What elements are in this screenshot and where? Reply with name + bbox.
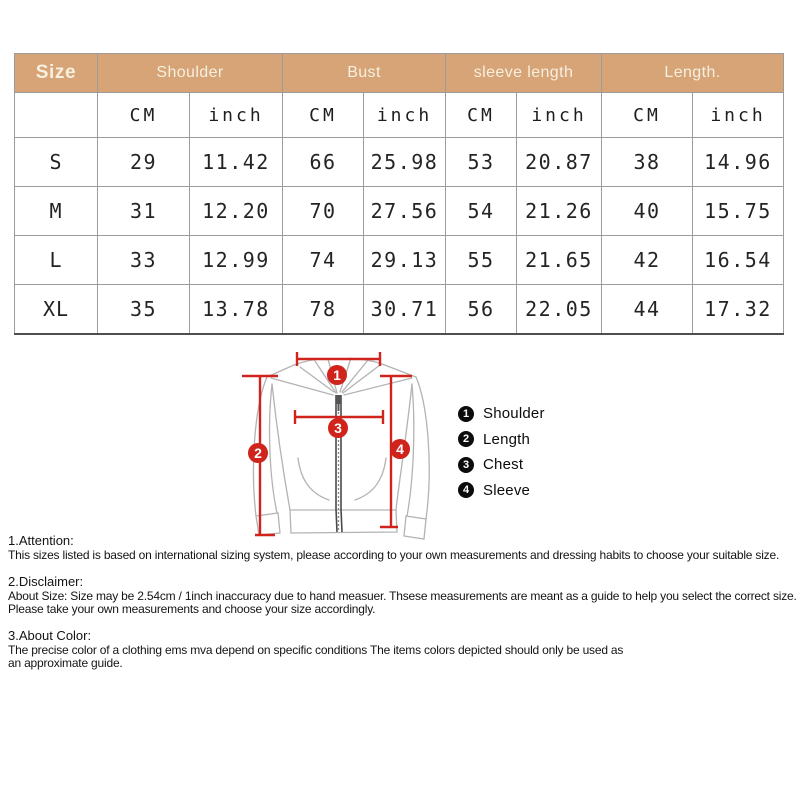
measure-cell: 21.26 [517,187,602,236]
measure-cell: 29.13 [364,236,446,285]
measure-cell: 40 [602,187,693,236]
group-header-shoulder: Shoulder [98,54,283,93]
size-cell: XL [15,285,98,335]
note-about-color [8,628,798,671]
group-header-sleeve-length: sleeve length [446,54,602,93]
measure-cell: 20.87 [517,138,602,187]
size-table [14,53,784,335]
measure-cell: 14.96 [693,138,784,187]
note-disclaimer [8,574,798,617]
measure-cell: 35 [98,285,190,335]
measure-cell: 22.05 [517,285,602,335]
measure-cell: 33 [98,236,190,285]
note-line: an approximate guide. [8,656,123,670]
measurement-markers [248,365,410,463]
svg-text:3: 3 [334,420,342,436]
measure-cell: 42 [602,236,693,285]
measure-cell: 16.54 [693,236,784,285]
unit-inch: inch [693,93,784,138]
measure-cell: 38 [602,138,693,187]
circled-number-icon: 1 [458,406,474,422]
note-title: 1.Attention: [8,533,74,548]
legend-item-length [458,431,545,448]
measure-cell: 53 [446,138,517,187]
size-cell: S [15,138,98,187]
note-title: 3.About Color: [8,627,92,643]
group-header-length: Length. [602,54,784,93]
measure-cell: 78 [283,285,364,335]
circled-number-icon: 3 [458,457,474,473]
svg-text:2: 2 [254,445,262,461]
measure-cell: 29 [98,138,190,187]
unit-inch: inch [190,93,283,138]
measure-cell: 74 [283,236,364,285]
size-column-header: Size [15,54,98,93]
table-row [15,138,784,187]
marker-4-sleeve [390,439,410,459]
note-line: The precise color of a clothing ems mva depend on specific conditions The items colors depicted should only be used as [8,642,624,657]
measure-cell: 56 [446,285,517,335]
unit-cm: CM [283,93,364,138]
table-row [15,236,784,285]
measure-cell: 12.20 [190,187,283,236]
measure-cell: 31 [98,187,190,236]
circled-number-icon: 4 [458,482,474,498]
notes-block [8,533,798,682]
jacket-measurement-diagram [230,350,470,555]
unit-inch: inch [364,93,446,138]
measure-cell: 66 [283,138,364,187]
unit-cm: CM [602,93,693,138]
measure-cell: 54 [446,187,517,236]
table-unit-header-row [15,93,784,138]
unit-inch: inch [517,93,602,138]
unit-cm: CM [446,93,517,138]
table-group-header-row [15,54,784,93]
unit-cm: CM [98,93,190,138]
legend-label: Length [483,430,531,448]
measure-cell: 30.71 [364,285,446,335]
measure-cell: 27.56 [364,187,446,236]
measure-cell: 12.99 [190,236,283,285]
unit-blank-cell [15,93,98,138]
legend-item-shoulder [458,405,545,422]
legend-label: Chest [483,456,524,473]
measurement-legend [458,405,545,507]
measure-cell: 44 [602,285,693,335]
note-line: This sizes listed is based on international sizing system, please according to your own measurements and dressing habits to choose your suitable size. [8,548,780,562]
legend-label: Sleeve [483,481,531,499]
measure-cell: 70 [283,187,364,236]
measure-cell: 13.78 [190,285,283,335]
svg-text:1: 1 [333,367,341,383]
size-cell: M [15,187,98,236]
group-header-bust: Bust [283,54,446,93]
size-cell: L [15,236,98,285]
measure-cell: 55 [446,236,517,285]
note-attention [8,533,798,563]
measure-cell: 25.98 [364,138,446,187]
marker-3-chest [328,418,348,438]
table-row [15,187,784,236]
circled-number-icon: 2 [458,431,474,447]
svg-text:4: 4 [396,441,404,457]
legend-item-chest [458,456,545,473]
note-title: 2.Disclaimer: [8,573,84,589]
marker-1-shoulder [327,365,347,385]
note-line: Please take your own measurements and choose your size accordingly. [8,602,376,616]
note-line: About Size: Size may be 2.54cm / 1inch inaccuracy due to hand measuer. Thsese measurements are meant as a guide to help you select the correct size. [8,588,797,603]
measure-cell: 21.65 [517,236,602,285]
table-row [15,285,784,335]
zipper [336,395,342,532]
marker-2-length [248,443,268,463]
legend-label: Shoulder [483,405,545,422]
measure-cell: 15.75 [693,187,784,236]
measure-cell: 11.42 [190,138,283,187]
legend-item-sleeve [458,482,545,499]
measure-cell: 17.32 [693,285,784,335]
